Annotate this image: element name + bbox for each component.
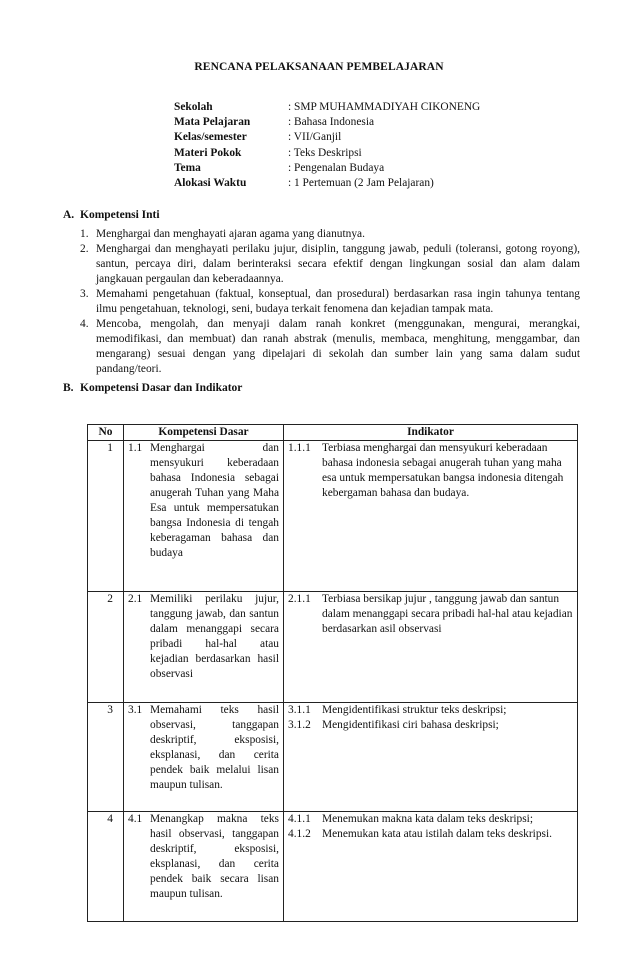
header-kompetensi-dasar: Kompetensi Dasar [124,425,284,441]
section-title: Kompetensi Inti [80,209,160,221]
indicator-number: 4.1.2 [288,828,311,840]
identity-label: Materi Pokok [174,146,242,159]
indikator-cell [284,592,578,703]
identity-value: : Bahasa Indonesia [288,116,375,129]
indicator-text: Mengidentifikasi ciri bahasa deskripsi; [322,719,499,731]
identity-value: : SMP MUHAMMADIYAH CIKONENG [288,101,481,113]
kd-number: 3.1 [128,704,143,716]
identity-row [174,100,480,115]
row-number: 1 [88,441,124,592]
table-row [88,812,578,922]
indikator-cell [284,441,578,592]
identity-table [174,100,480,191]
table-header-row [88,425,578,441]
indicator-text: Terbiasa menghargai dan mensyukuri keberadaan bahasa indonesia sebagai anugerah tuhan yang maha esa untuk mempersatukan bangsa indonesia ditengah kebergaman bahasa dan budaya. [322,442,564,499]
identity-row [174,146,480,161]
list-item [80,242,580,287]
identity-label: Tema [174,161,201,174]
identity-value: : VII/Ganjil [288,131,342,144]
kd-text: Memahami teks hasil observasi, tanggapan deskriptif, eksposisi, eksplanasi, dan cerita pendek baik melalui lisan maupun tulisan. [150,704,279,791]
header-indikator: Indikator [284,425,578,441]
indicator-text: Terbiasa bersikap jujur , tanggung jawab dan santun dalam menanggapi secara pribadi hal-hal atau kejadian berdasarkan asil observasi [322,593,573,635]
identity-value: : Teks Deskripsi [288,146,362,159]
indikator-cell [284,703,578,812]
indicator-item [288,812,573,827]
identity-row [174,115,480,130]
kd-cell [124,592,284,703]
section-b-heading [63,381,242,396]
document-title: RENCANA PELAKSANAAN PEMBELAJARAN [194,61,444,73]
kd-text: Memiliki perilaku jujur, tanggung jawab, dan santun dalam menanggapi secara pribadi hal-hal atau kejadian berdasarkan hasil observasi [150,593,279,680]
section-title: Kompetensi Dasar dan Indikator [80,382,243,394]
identity-row [174,176,480,191]
identity-value: : Pengenalan Budaya [288,161,385,174]
identity-label: Sekolah [174,101,213,113]
indicator-number: 3.1.1 [288,704,311,716]
identity-value: : 1 Pertemuan (2 Jam Pelajaran) [288,176,434,189]
list-item [80,317,580,377]
list-item [80,287,580,317]
item-text: Memahami pengetahuan (faktual, konseptual, dan prosedural) berdasarkan rasa ingin tahunya tentang ilmu pengetahuan, teknologi, seni, budaya terkait fenomena dan kejadian tampak mata. [96,288,580,315]
indicator-number: 2.1.1 [288,593,311,605]
kd-cell [124,812,284,922]
indicator-number: 4.1.1 [288,813,311,825]
indicator-item [288,592,573,637]
kd-text: Menangkap makna teks hasil observasi, tanggapan deskriptif, eksposisi, eksplanasi, dan cerita pendek baik secara lisan maupun tulisan. [150,813,279,900]
indicator-number: 1.1.1 [288,442,311,454]
item-text: Menghargai dan menghayati perilaku jujur, disiplin, tanggung jawab, peduli (toleransi, gotong royong), santun, percaya diri, dalam berinteraksi secara efektif dengan lingkungan sosial dan alam dalam jangkauan pergaulan dan keberadaannya. [96,243,580,285]
row-number: 3 [88,703,124,812]
kd-cell [124,703,284,812]
kd-cell [124,441,284,592]
indicator-number: 3.1.2 [288,719,311,731]
item-text: Menghargai dan menghayati ajaran agama yang dianutnya. [96,228,365,240]
indicator-text: Menemukan kata atau istilah dalam teks deskripsi. [322,828,552,840]
identity-label: Mata Pelajaran [174,116,251,129]
header-no: No [88,425,124,441]
indicator-item [288,441,573,501]
kompetensi-inti-list [80,227,580,377]
table-row [88,592,578,703]
row-number: 2 [88,592,124,703]
indicator-item [288,703,573,718]
item-number: 3. [80,288,89,300]
indicator-item [288,827,573,842]
kd-text: Menghargai dan mensyukuri keberadaan bahasa Indonesia sebagai anugerah Tuhan yang Maha Esa untuk mempersatukan bangsa Indonesia di tengah keberagaman bahasa dan budaya [150,442,279,559]
identity-row [174,161,480,176]
table-row [88,441,578,592]
list-item [80,227,580,242]
indikator-cell [284,812,578,922]
indicator-text: Menemukan makna kata dalam teks deskripsi; [322,813,533,825]
kd-number: 4.1 [128,813,143,825]
item-text: Mencoba, mengolah, dan menyaji dalam ranah konkret (menggunakan, mengurai, merangkai, memodifikasi, dan membuat) dan ranah abstrak (menulis, membaca, menghitung, menggambar, dan mengarang) sesuai dengan yang dipelajari di sekolah dan sumber lain yang sama dalam sudut pandang/teori. [96,318,580,375]
section-a-heading [63,208,160,223]
indicator-item [288,718,573,733]
identity-label: Alokasi Waktu [174,176,247,189]
table-row [88,703,578,812]
identity-label: Kelas/semester [174,131,247,144]
row-number: 4 [88,812,124,922]
item-number: 2. [80,243,89,255]
section-letter: B. [63,382,74,394]
kd-number: 2.1 [128,593,143,605]
kd-number: 1.1 [128,442,143,454]
item-number: 4. [80,318,89,330]
identity-row [174,130,480,145]
item-number: 1. [80,228,89,240]
kompetensi-dasar-table [87,424,578,922]
indicator-text: Mengidentifikasi struktur teks deskripsi; [322,704,507,716]
section-letter: A. [63,209,75,221]
